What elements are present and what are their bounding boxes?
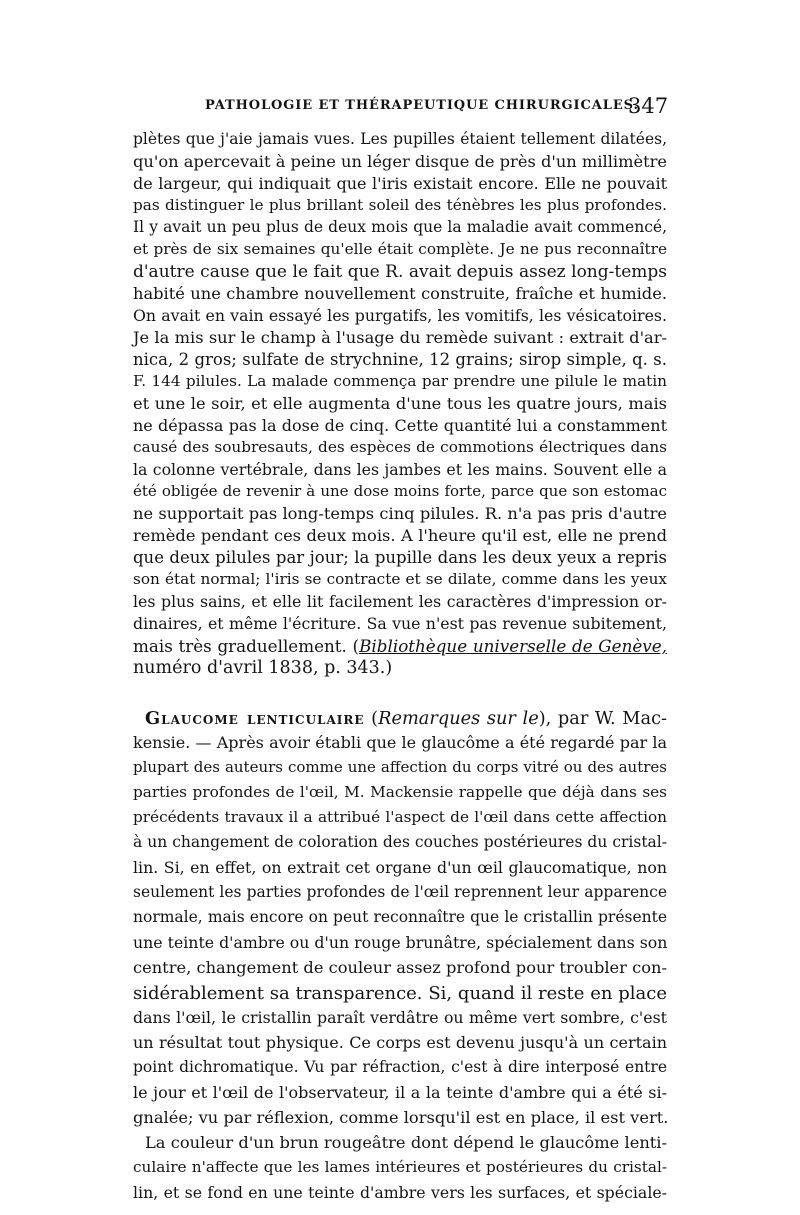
text-line: dinaires, et même l'écriture. Sa vue n'est pas revenue subitement, (133, 614, 667, 633)
citation-line: numéro d'avril 1838, p. 343.) (133, 658, 393, 678)
text-line: plupart des auteurs comme une affection du corps vitré ou des autres (133, 758, 667, 776)
text-line: parties profondes de l'œil, M. Mackensie rappelle que déjà dans ses (133, 783, 667, 801)
text-line: sidérablement sa transparence. Si, quand il reste en place (133, 983, 667, 1004)
text-line: ne dépassa pas la dose de cinq. Cette quantité lui a constamment (133, 416, 667, 435)
heading-paren: ( (364, 709, 379, 729)
text-line: pas distinguer le plus brillant soleil des ténèbres les plus profondes. (133, 196, 667, 214)
text-line: point dichromatique. Vu par réfraction, c'est à dire interposé entre (133, 1058, 667, 1076)
text-line: gnalée; vu par réflexion, comme lorsqu'il est en place, il est vert. (133, 1108, 669, 1127)
citation-text: mais très graduellement. ( (133, 636, 360, 656)
text-line: kensie. — Après avoir établi que le glaucôme a été regardé par la (133, 733, 667, 752)
text-line: et une le soir, et elle augmenta d'une tous les quatre jours, mais (133, 394, 667, 413)
section-heading-line (145, 708, 667, 732)
section-heading: Glaucome lenticulaire (145, 708, 365, 729)
text-line: son état normal; l'iris se contracte et se dilate, comme dans les yeux (133, 570, 667, 588)
text-line: les plus sains, et elle lit facilement les caractères d'impression or- (133, 592, 667, 611)
text-line: et près de six semaines qu'elle était complète. Je ne pus reconnaître (133, 240, 667, 258)
running-title: PATHOLOGIE ET THÉRAPEUTIQUE CHIRURGICALES. (205, 98, 639, 113)
text-line: ne supportait pas long-temps cinq pilules. R. n'a pas pris d'autre (133, 504, 667, 523)
text-line: d'autre cause que le fait que R. avait depuis assez long-temps (133, 262, 667, 282)
text-line: seulement les parties profondes de l'œil reprennent leur apparence (133, 883, 667, 901)
text-line: Je la mis sur le champ à l'usage du remède suivant : extrait d'ar- (133, 328, 667, 347)
text-line: précédents travaux il a attribué l'aspect de l'œil dans cette affection (133, 808, 667, 826)
text-line: un résultat tout physique. Ce corps est devenu jusqu'à un certain (133, 1033, 667, 1052)
text-line: qu'on apercevait à peine un léger disque de près d'un millimètre (133, 152, 668, 171)
text-line: Il y avait un peu plus de deux mois que la maladie avait commencé, (133, 218, 667, 236)
text-line: été obligée de revenir à une dose moins forte, parce que son estomac (133, 482, 667, 500)
text-line: que deux pilules par jour; la pupille dans les deux yeux a repris (133, 548, 667, 567)
text-line: nica, 2 gros; sulfate de strychnine, 12 grains; sirop simple, q. s. (133, 350, 667, 369)
text-line: plètes que j'aie jamais vues. Les pupilles étaient tellement dilatées, (133, 130, 667, 148)
text-line: culaire n'affecte que les lames intérieures et postérieures du cristal- (133, 1158, 667, 1176)
text-line: habité une chambre nouvellement construite, fraîche et humide. (133, 284, 667, 303)
text-line: normale, mais encore on peut reconnaître que le cristallin présente (133, 908, 667, 926)
page-number: 347 (628, 94, 669, 118)
text-line: le jour et l'œil de l'observateur, il a la teinte d'ambre qui a été si- (133, 1083, 667, 1102)
text-line: remède pendant ces deux mois. A l'heure qu'il est, elle ne prend (133, 526, 667, 545)
text-line: F. 144 pilules. La malade commença par prendre une pilule le matin (133, 372, 667, 390)
text-line: La couleur d'un brun rougeâtre dont dépend le glaucôme lenti- (145, 1133, 667, 1152)
text-line: centre, changement de couleur assez profond pour troubler con- (133, 958, 667, 977)
text-line: On avait en vain essayé les purgatifs, les vomitifs, les vésicatoires. (133, 306, 667, 325)
text-line: une teinte d'ambre ou d'un rouge brunâtre, spécialement dans son (133, 933, 668, 952)
page-header (0, 94, 800, 124)
heading-author: ), par W. Mac- (538, 709, 668, 729)
text-line: lin, et se fond en une teinte d'ambre vers les surfaces, et spéciale- (133, 1183, 667, 1202)
text-line: la colonne vertébrale, dans les jambes et les mains. Souvent elle a (133, 460, 667, 479)
text-line: lin. Si, en effet, on extrait cet organe d'un œil glaucomatique, non (133, 858, 667, 877)
citation-line (133, 636, 667, 658)
text-line: de largeur, qui indiquait que l'iris existait encore. Elle ne pouvait (133, 174, 667, 193)
heading-subtitle: Remarques sur le (378, 709, 539, 729)
citation-source: Bibliothèque universelle de Genève, (359, 636, 667, 656)
text-line: dans l'œil, le cristallin paraît verdâtre ou même vert sombre, c'est (133, 1008, 667, 1027)
text-line: causé des soubresauts, des espèces de commotions électriques dans (133, 438, 667, 456)
text-line: à un changement de coloration des couches postérieures du cristal- (133, 833, 667, 851)
